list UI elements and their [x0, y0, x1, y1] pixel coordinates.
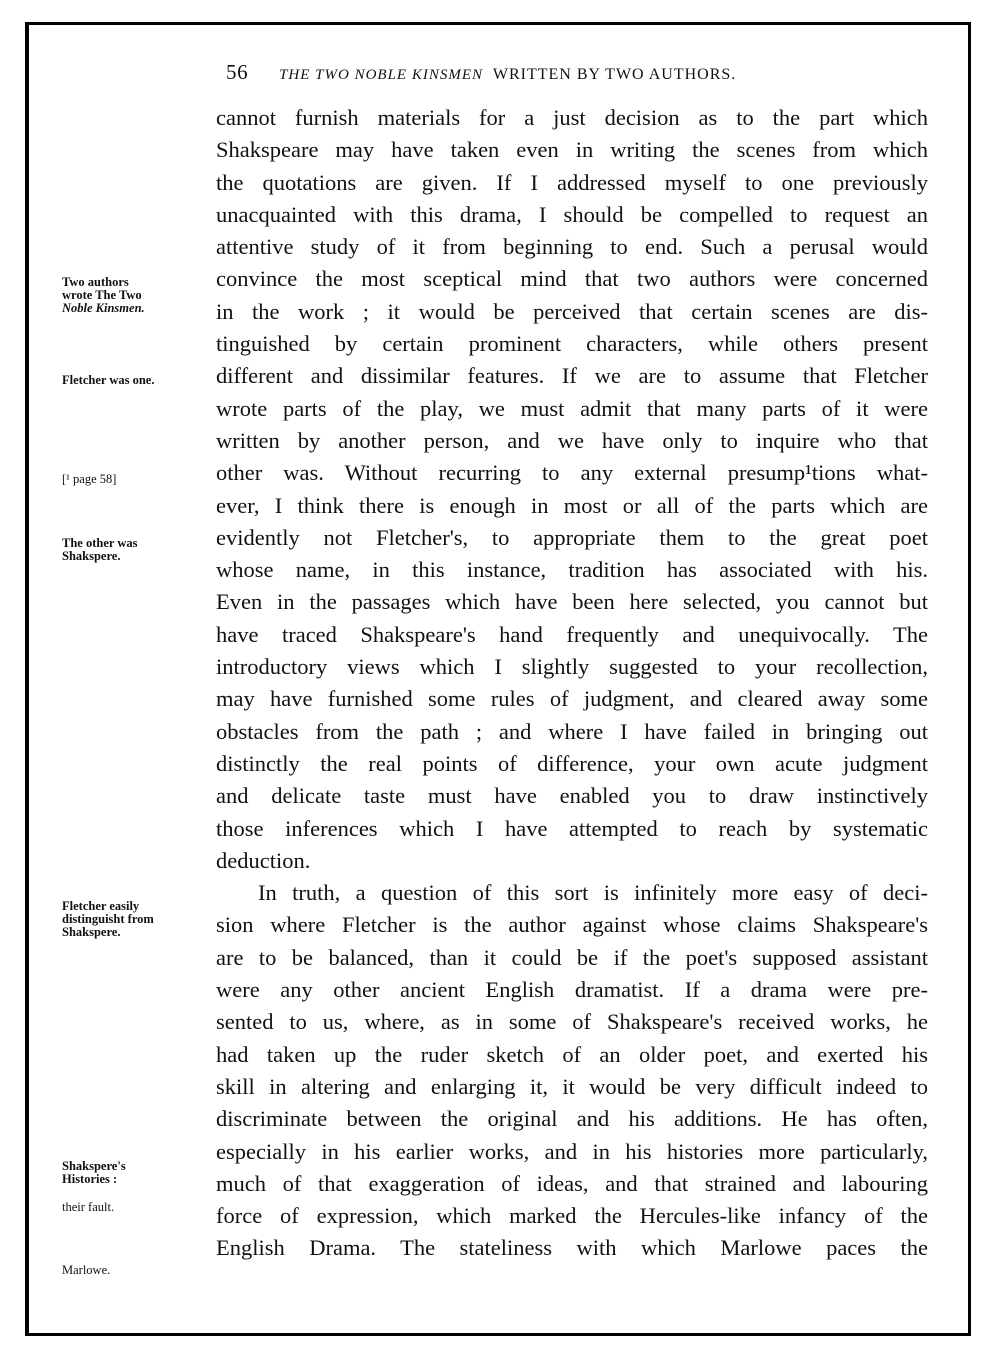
text-line: have traced Shakspeare's hand frequently and unequivocally. The	[216, 621, 928, 647]
text-line: English Drama. The stateliness with which Marlowe paces the	[216, 1235, 928, 1261]
text-line: much of that exaggeration of ideas, and that strained and labouring	[216, 1170, 928, 1196]
margin-note-fletcher-distinguisht	[62, 900, 154, 939]
text-line: the quotations are given. If I addressed myself to one previously	[216, 169, 928, 195]
margin-note-line: wrote The Two	[62, 288, 142, 302]
text-line: distinctly the real points of difference, your own acute judgment	[216, 750, 928, 776]
margin-note-line: Shakspere's	[62, 1159, 126, 1173]
margin-note-line: Noble Kinsmen.	[62, 301, 145, 315]
margin-note-line: their fault.	[62, 1200, 115, 1214]
text-line: written by another person, and we have only to inquire who that	[216, 427, 928, 453]
text-line: are to be balanced, than it could be if the poet's supposed assistant	[216, 944, 928, 970]
margin-note-histories	[62, 1160, 126, 1186]
margin-note-fletcher-was-one	[62, 374, 154, 387]
margin-note-line: Marlowe.	[62, 1263, 111, 1277]
text-line: discriminate between the original and his additions. He has often,	[216, 1106, 928, 1132]
margin-note-page-ref	[62, 473, 116, 486]
text-line: unacquainted with this drama, I should be compelled to request an	[216, 201, 928, 227]
text-line: had taken up the ruder sketch of an older poet, and exerted his	[216, 1041, 928, 1067]
paragraph-start-line: In truth, a question of this sort is infinitely more easy of deci-	[258, 880, 928, 906]
text-line: tinguished by certain prominent characters, while others present	[216, 331, 928, 357]
margin-note-marlowe	[62, 1264, 110, 1277]
text-line: ever, I think there is enough in most or all of the parts which are	[216, 492, 928, 518]
margin-note-line: Shakspere.	[62, 549, 121, 563]
text-line: evidently not Fletcher's, to appropriate them to the great poet	[216, 524, 928, 550]
text-line: skill in altering and enlarging it, it would be very difficult indeed to	[216, 1073, 928, 1099]
text-line: deduction.	[216, 847, 311, 873]
text-line: in the work ; it would be perceived that certain scenes are dis-	[216, 298, 928, 324]
text-line: sented to us, where, as in some of Shakspeare's received works, he	[216, 1009, 928, 1035]
text-line: convince the most sceptical mind that two authors were concerned	[216, 266, 928, 292]
text-line: other was. Without recurring to any external presump¹tions what-	[216, 460, 928, 486]
text-line: were any other ancient English dramatist. If a drama were pre-	[216, 977, 928, 1003]
text-line: force of expression, which marked the Hercules-like infancy of the	[216, 1203, 928, 1229]
margin-note-line: Two authors	[62, 275, 129, 289]
text-line: those inferences which I have attempted to reach by systematic	[216, 815, 928, 841]
running-title-italic: THE TWO NOBLE KINSMEN	[279, 67, 483, 83]
body-text	[216, 102, 928, 1265]
text-line: introductory views which I slightly suggested to your recollection,	[216, 654, 928, 680]
margin-note-line: Fletcher easily	[62, 899, 140, 913]
running-title-rest: WRITTEN BY TWO AUTHORS.	[492, 66, 737, 83]
text-line: may have furnished some rules of judgment, and cleared away some	[216, 686, 928, 712]
text-line: sion where Fletcher is the author against whose claims Shakspeare's	[216, 912, 928, 938]
margin-note-their-fault	[62, 1201, 114, 1214]
text-line: wrote parts of the play, we must admit that many parts of it were	[216, 395, 928, 421]
text-line: especially in his earlier works, and in his histories more particularly,	[216, 1138, 928, 1164]
margin-note-line: distinguisht from	[62, 912, 154, 926]
text-line: Shakspeare may have taken even in writing the scenes from which	[216, 137, 928, 163]
margin-note-line: [¹ page 58]	[62, 472, 117, 486]
margin-note-other-was-shakspere	[62, 537, 137, 563]
text-line: obstacles from the path ; and where I have failed in bringing out	[216, 718, 928, 744]
text-line: Even in the passages which have been here selected, you cannot but	[216, 589, 928, 615]
text-line: and delicate taste must have enabled you to draw instinctively	[216, 783, 928, 809]
margin-note-line: Shakspere.	[62, 925, 121, 939]
page-number: 56	[226, 60, 249, 84]
text-line: whose name, in this instance, tradition has associated with his.	[216, 557, 928, 583]
text-line: cannot furnish materials for a just decision as to the part which	[216, 105, 928, 130]
margin-note-line: Fletcher was one.	[62, 373, 155, 387]
running-head	[226, 60, 926, 86]
margin-note-line: Histories :	[62, 1172, 118, 1186]
margin-note-two-authors	[62, 276, 145, 315]
text-line: attentive study of it from beginning to end. Such a perusal would	[216, 234, 928, 260]
text-line: different and dissimilar features. If we are to assume that Fletcher	[216, 363, 928, 389]
margin-note-line: The other was	[62, 536, 138, 550]
